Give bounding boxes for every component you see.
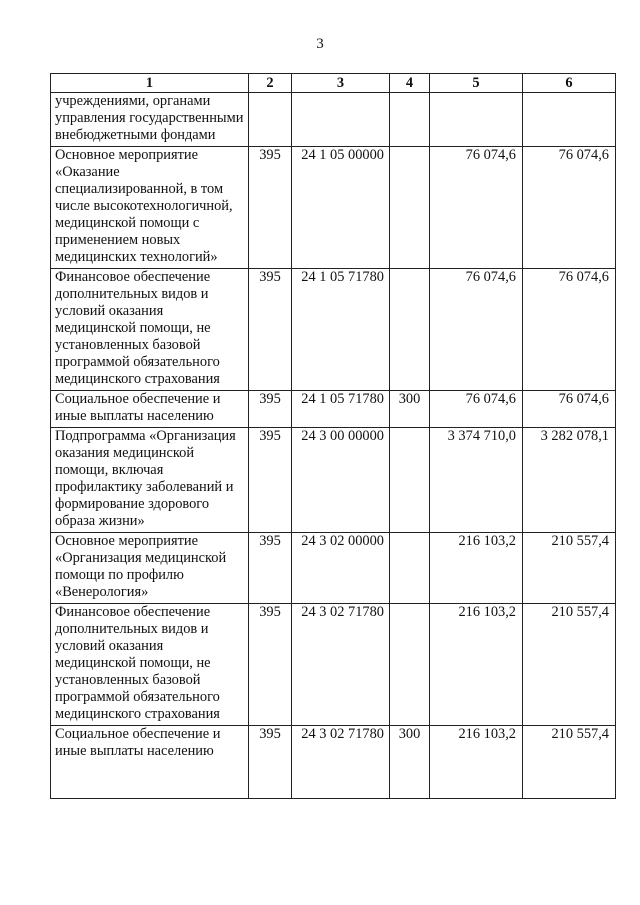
row-csr: 24 3 02 00000 xyxy=(292,533,390,604)
row-grbs: 395 xyxy=(249,147,292,269)
row-csr: 24 1 05 71780 xyxy=(292,269,390,391)
column-header-3: 3 xyxy=(292,74,390,93)
column-header-6: 6 xyxy=(523,74,616,93)
table-row xyxy=(51,93,616,147)
row-sum-1: 76 074,6 xyxy=(430,391,523,428)
row-sum-1: 216 103,2 xyxy=(430,604,523,726)
row-csr: 24 3 02 71780 xyxy=(292,726,390,799)
row-sum-1: 76 074,6 xyxy=(430,269,523,391)
row-grbs: 395 xyxy=(249,533,292,604)
table-row xyxy=(51,533,616,604)
table-row xyxy=(51,428,616,533)
row-vr xyxy=(390,604,430,726)
row-grbs: 395 xyxy=(249,726,292,799)
row-vr xyxy=(390,428,430,533)
row-vr: 300 xyxy=(390,726,430,799)
column-header-5: 5 xyxy=(430,74,523,93)
row-sum-2: 210 557,4 xyxy=(523,726,616,799)
row-grbs: 395 xyxy=(249,428,292,533)
row-vr xyxy=(390,269,430,391)
row-csr: 24 3 00 00000 xyxy=(292,428,390,533)
row-csr: 24 1 05 71780 xyxy=(292,391,390,428)
row-name: Основное мероприятие «Оказание специализированной, в том числе высокотехнологичной, медицинской помощи с применением новых медицинских технологий» xyxy=(51,147,249,269)
row-sum-1: 76 074,6 xyxy=(430,147,523,269)
row-sum-1: 3 374 710,0 xyxy=(430,428,523,533)
row-vr xyxy=(390,147,430,269)
row-csr xyxy=(292,93,390,147)
row-sum-2: 210 557,4 xyxy=(523,533,616,604)
table-row xyxy=(51,726,616,799)
table-row xyxy=(51,604,616,726)
row-vr xyxy=(390,533,430,604)
row-grbs xyxy=(249,93,292,147)
row-sum-1: 216 103,2 xyxy=(430,726,523,799)
row-name: Социальное обеспечение и иные выплаты населению xyxy=(51,391,249,428)
row-csr: 24 3 02 71780 xyxy=(292,604,390,726)
row-vr xyxy=(390,93,430,147)
row-sum-1 xyxy=(430,93,523,147)
row-vr: 300 xyxy=(390,391,430,428)
budget-table xyxy=(50,73,616,799)
row-grbs: 395 xyxy=(249,604,292,726)
row-name: Финансовое обеспечение дополнительных видов и условий оказания медицинской помощи, не установленных базовой программой обязательного медицинского страхования xyxy=(51,604,249,726)
row-sum-2 xyxy=(523,93,616,147)
row-csr: 24 1 05 00000 xyxy=(292,147,390,269)
row-sum-2: 210 557,4 xyxy=(523,604,616,726)
row-name: Финансовое обеспечение дополнительных видов и условий оказания медицинской помощи, не установленных базовой программой обязательного медицинского страхования xyxy=(51,269,249,391)
row-name: Основное мероприятие «Организация медицинской помощи по профилю «Венерология» xyxy=(51,533,249,604)
row-name: Социальное обеспечение и иные выплаты населению xyxy=(51,726,249,799)
row-sum-2: 76 074,6 xyxy=(523,269,616,391)
row-grbs: 395 xyxy=(249,269,292,391)
column-header-1: 1 xyxy=(51,74,249,93)
row-sum-2: 76 074,6 xyxy=(523,391,616,428)
row-name: учреждениями, органами управления государственными внебюджетными фондами xyxy=(51,93,249,147)
header-row xyxy=(51,74,616,93)
row-sum-2: 76 074,6 xyxy=(523,147,616,269)
table-row xyxy=(51,147,616,269)
row-grbs: 395 xyxy=(249,391,292,428)
column-header-4: 4 xyxy=(390,74,430,93)
page-number: 3 xyxy=(316,36,324,52)
row-sum-2: 3 282 078,1 xyxy=(523,428,616,533)
row-sum-1: 216 103,2 xyxy=(430,533,523,604)
table-row xyxy=(51,269,616,391)
table-row xyxy=(51,391,616,428)
row-name: Подпрограмма «Организация оказания медицинской помощи, включая профилактику заболеваний и формирование здорового образа жизни» xyxy=(51,428,249,533)
column-header-2: 2 xyxy=(249,74,292,93)
